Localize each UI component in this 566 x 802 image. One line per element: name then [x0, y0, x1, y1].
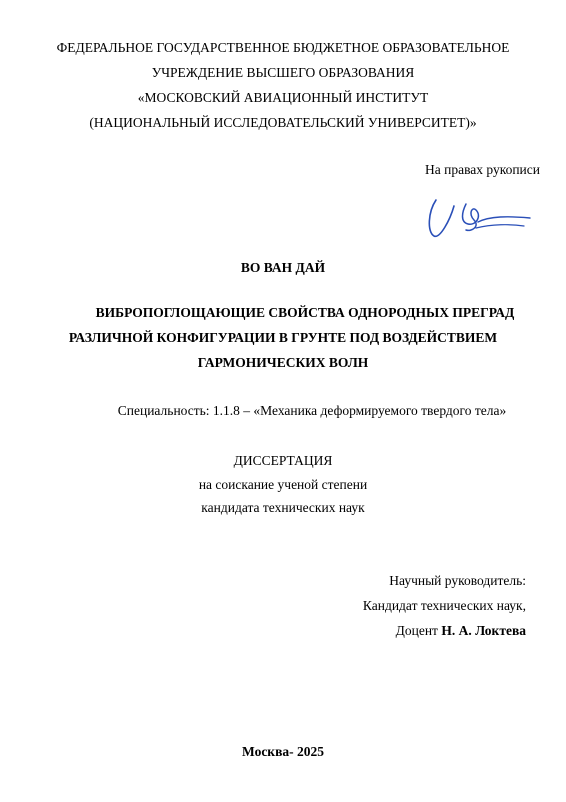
author-name: ВО ВАН ДАЙ [240, 260, 326, 275]
institution-line-4: (НАЦИОНАЛЬНЫЙ ИССЛЕДОВАТЕЛЬСКИЙ УНИВЕРСИТЕТ)» [89, 115, 477, 130]
city-year: Москва- 2025 [242, 744, 324, 759]
degree-purpose: на соискание ученой степени [198, 477, 368, 492]
title-line-3: ГАРМОНИЧЕСКИХ ВОЛН [197, 355, 369, 370]
degree-field: кандидата технических наук [201, 500, 365, 515]
supervisor-name: Н. А. Локтева [441, 623, 526, 638]
supervisor-label: Научный руководитель: [389, 573, 526, 588]
manuscript-note: На правах рукописи [424, 162, 540, 177]
supervisor-position: Доцент [395, 623, 438, 638]
document-type: ДИССЕРТАЦИЯ [233, 453, 333, 468]
institution-line-1: ФЕДЕРАЛЬНОЕ ГОСУДАРСТВЕННОЕ БЮДЖЕТНОЕ ОБРАЗОВАТЕЛЬНОЕ [56, 40, 510, 55]
specialty: Специальность: 1.1.8 – «Механика деформируемого твердого тела» [117, 403, 507, 418]
title-line-1: ВИБРОПОГЛОЩАЮЩИЕ СВОЙСТВА ОДНОРОДНЫХ ПРЕГРАД [95, 305, 515, 320]
supervisor-line [396, 623, 526, 639]
signature [418, 194, 538, 244]
supervisor-degree: Кандидат технических наук, [362, 598, 526, 613]
institution-line-2: УЧРЕЖДЕНИЕ ВЫСШЕГО ОБРАЗОВАНИЯ [151, 65, 415, 80]
title-line-2: РАЗЛИЧНОЙ КОНФИГУРАЦИИ В ГРУНТЕ ПОД ВОЗДЕЙСТВИЕМ [68, 330, 498, 345]
institution-line-3: «МОСКОВСКИЙ АВИАЦИОННЫЙ ИНСТИТУТ [137, 90, 429, 105]
